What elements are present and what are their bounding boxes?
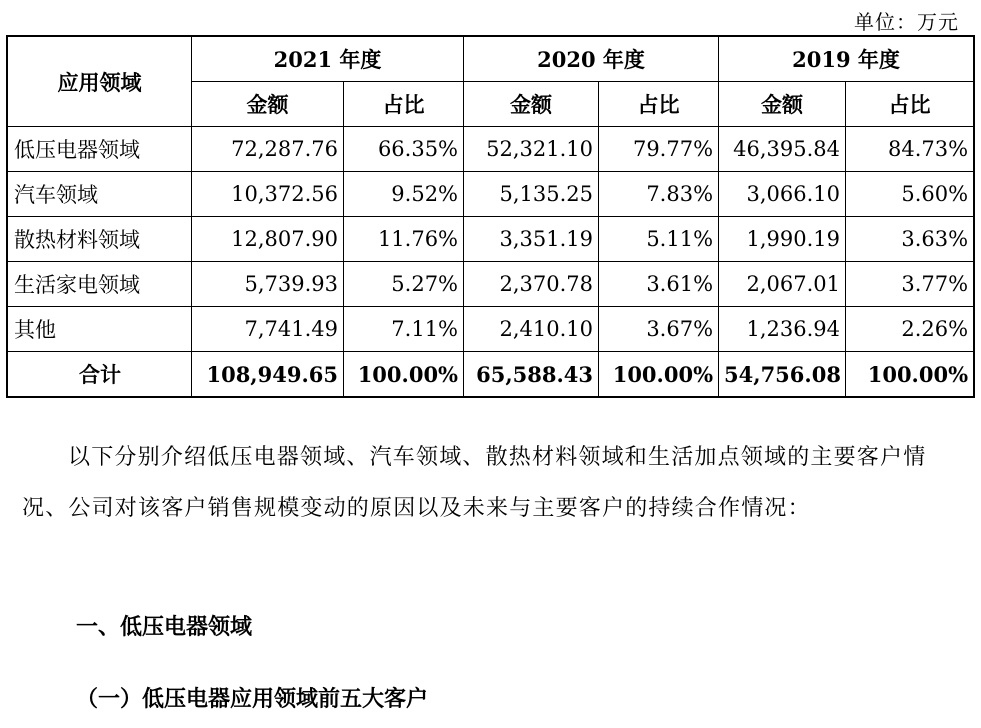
cell-ratio: 9.52% bbox=[344, 172, 464, 217]
section-heading: 一、低压电器领域 bbox=[76, 614, 253, 640]
table-row bbox=[8, 172, 974, 217]
table-row bbox=[8, 217, 974, 262]
header-year-2019: 2019 年度 bbox=[719, 37, 974, 82]
header-amount: 金额 bbox=[192, 82, 344, 127]
cell-ratio: 7.83% bbox=[599, 172, 719, 217]
cell-ratio: 84.73% bbox=[846, 127, 974, 172]
header-amount: 金额 bbox=[719, 82, 846, 127]
header-ratio: 占比 bbox=[599, 82, 719, 127]
row-label: 其他 bbox=[8, 307, 192, 352]
total-ratio: 100.00% bbox=[846, 352, 974, 397]
total-ratio: 100.00% bbox=[599, 352, 719, 397]
total-amount: 65,588.43 bbox=[464, 352, 599, 397]
cell-ratio: 5.60% bbox=[846, 172, 974, 217]
intro-paragraph bbox=[22, 432, 962, 534]
cell-amount: 72,287.76 bbox=[192, 127, 344, 172]
cell-amount: 1,990.19 bbox=[719, 217, 846, 262]
total-row bbox=[8, 352, 974, 397]
header-ratio: 占比 bbox=[344, 82, 464, 127]
cell-amount: 52,321.10 bbox=[464, 127, 599, 172]
cell-amount: 2,067.01 bbox=[719, 262, 846, 307]
total-label: 合计 bbox=[8, 352, 192, 397]
total-ratio: 100.00% bbox=[344, 352, 464, 397]
total-amount: 54,756.08 bbox=[719, 352, 846, 397]
table-row bbox=[8, 127, 974, 172]
revenue-by-field-table bbox=[7, 36, 974, 397]
cell-ratio: 7.11% bbox=[344, 307, 464, 352]
row-label: 汽车领域 bbox=[8, 172, 192, 217]
subsection-heading: （一）低压电器应用领域前五大客户 bbox=[76, 686, 429, 712]
cell-amount: 2,370.78 bbox=[464, 262, 599, 307]
table-row bbox=[8, 307, 974, 352]
row-label: 散热材料领域 bbox=[8, 217, 192, 262]
cell-amount: 3,351.19 bbox=[464, 217, 599, 262]
cell-ratio: 11.76% bbox=[344, 217, 464, 262]
cell-amount: 10,372.56 bbox=[192, 172, 344, 217]
cell-amount: 7,741.49 bbox=[192, 307, 344, 352]
cell-ratio: 5.11% bbox=[599, 217, 719, 262]
row-label: 生活家电领域 bbox=[8, 262, 192, 307]
header-field: 应用领域 bbox=[8, 37, 192, 127]
total-amount: 108,949.65 bbox=[192, 352, 344, 397]
cell-amount: 2,410.10 bbox=[464, 307, 599, 352]
cell-ratio: 3.61% bbox=[599, 262, 719, 307]
cell-amount: 5,135.25 bbox=[464, 172, 599, 217]
table-row bbox=[8, 262, 974, 307]
cell-amount: 1,236.94 bbox=[719, 307, 846, 352]
cell-amount: 46,395.84 bbox=[719, 127, 846, 172]
cell-amount: 12,807.90 bbox=[192, 217, 344, 262]
cell-ratio: 66.35% bbox=[344, 127, 464, 172]
header-year-2020: 2020 年度 bbox=[464, 37, 719, 82]
header-row-years bbox=[8, 37, 974, 82]
header-amount: 金额 bbox=[464, 82, 599, 127]
unit-label: 单位：万元 bbox=[854, 10, 959, 34]
cell-ratio: 3.77% bbox=[846, 262, 974, 307]
cell-ratio: 3.63% bbox=[846, 217, 974, 262]
cell-ratio: 5.27% bbox=[344, 262, 464, 307]
intro-paragraph-text: 以下分别介绍低压电器领域、汽车领域、散热材料领域和生活加点领域的主要客户情况、公司对该客户销售规模变动的原因以及未来与主要客户的持续合作情况： bbox=[22, 445, 927, 521]
row-label: 低压电器领域 bbox=[8, 127, 192, 172]
cell-ratio: 79.77% bbox=[599, 127, 719, 172]
cell-ratio: 3.67% bbox=[599, 307, 719, 352]
cell-ratio: 2.26% bbox=[846, 307, 974, 352]
cell-amount: 5,739.93 bbox=[192, 262, 344, 307]
cell-amount: 3,066.10 bbox=[719, 172, 846, 217]
header-year-2021: 2021 年度 bbox=[192, 37, 464, 82]
header-ratio: 占比 bbox=[846, 82, 974, 127]
